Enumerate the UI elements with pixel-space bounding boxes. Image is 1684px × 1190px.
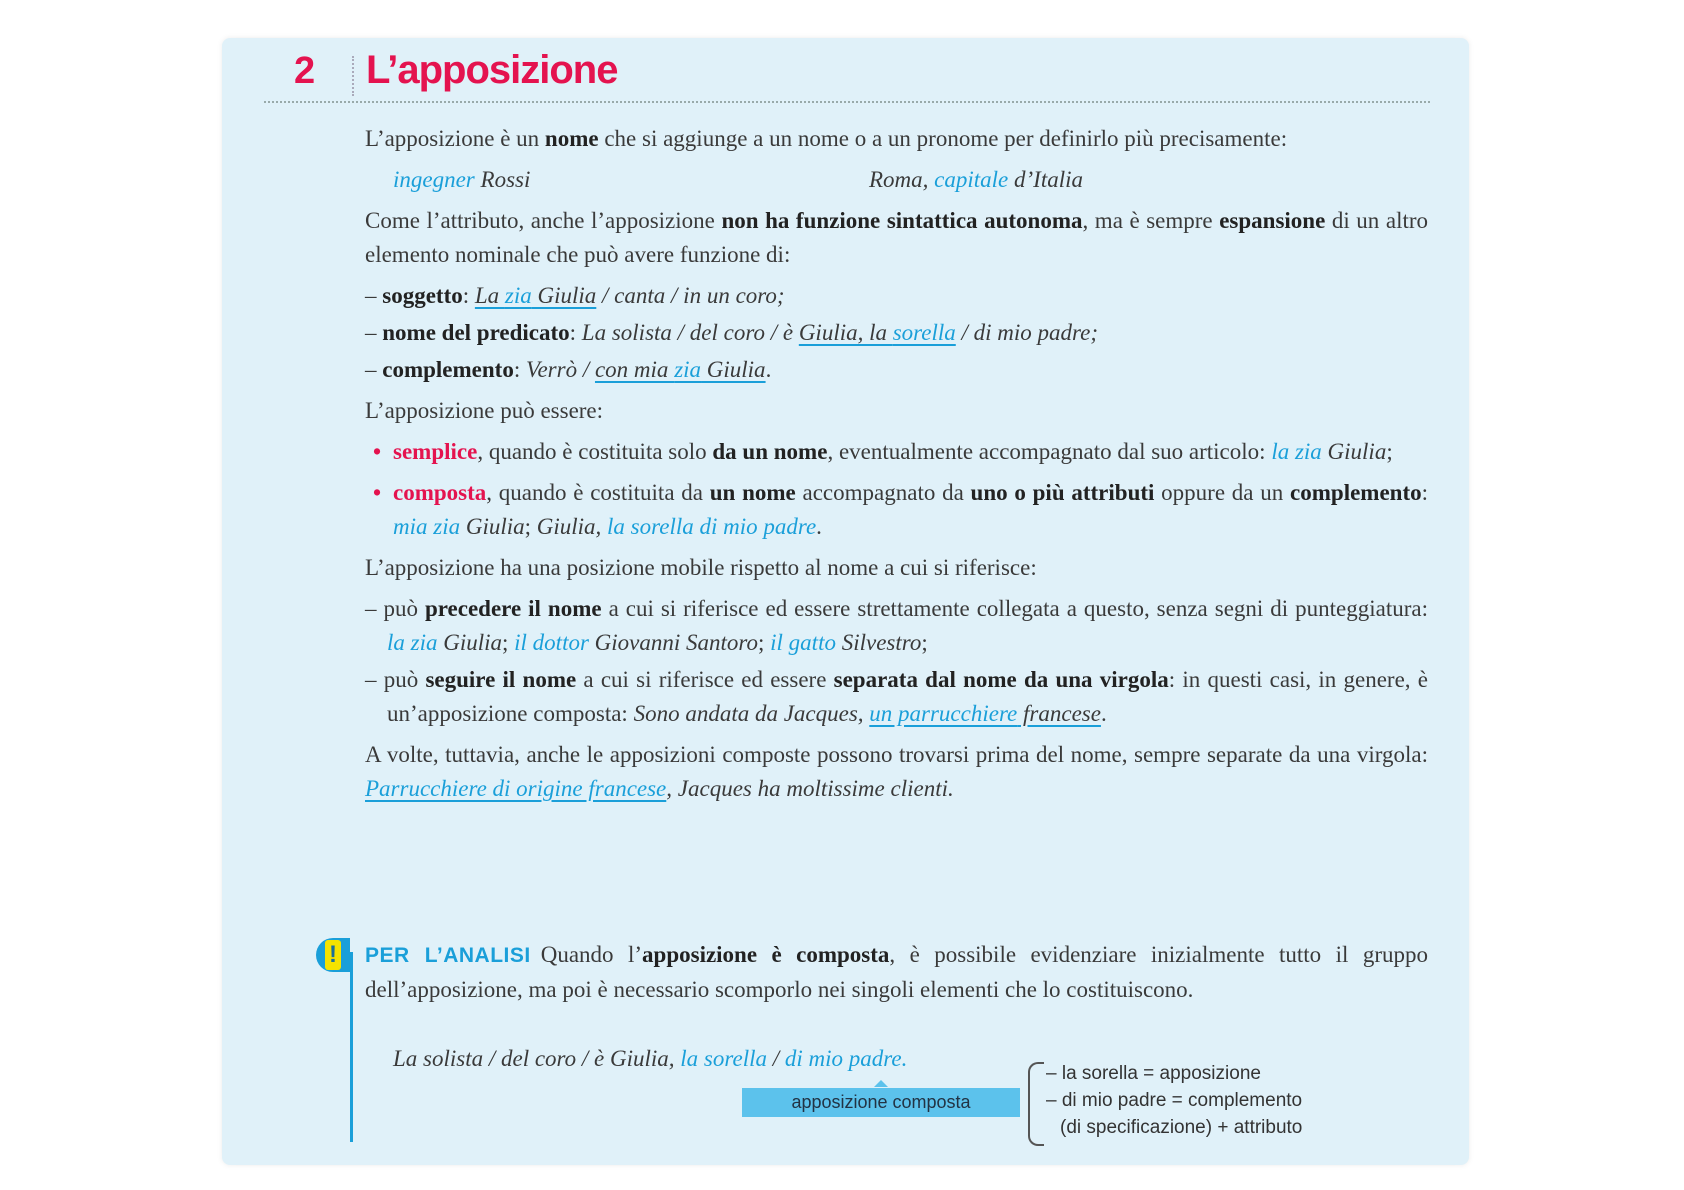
text-segment: Quando l’ (540, 942, 643, 967)
text-segment: Parrucchiere di origine francese (365, 776, 667, 801)
list-item (365, 663, 1428, 731)
text-segment: , ma è sempre (1082, 208, 1220, 233)
text-segment: separata dal nome da una virgola (833, 667, 1169, 692)
list-item (365, 316, 1428, 350)
text-segment: nome del predicato (382, 320, 570, 345)
analysis-breakdown (1046, 1060, 1302, 1141)
function-paragraph (365, 204, 1428, 272)
text-segment: Giulia (437, 630, 503, 655)
text-segment: , Jacques ha moltissime clienti. (666, 776, 954, 801)
text-segment: : in questi casi, in genere, è un’apposizione composta: (387, 667, 1428, 726)
text-segment: : (462, 283, 475, 308)
text-segment: – (365, 283, 383, 308)
analysis-rule (350, 952, 353, 1142)
text-segment: complemento (382, 357, 514, 382)
text-segment: – (365, 357, 383, 382)
text-segment: Rossi (474, 167, 531, 192)
breakdown-line: (di specificazione) + attributo (1060, 1117, 1303, 1138)
text-segment: Giulia, la (798, 320, 893, 345)
text-segment: Giulia (460, 514, 525, 539)
text-segment: ingegner (393, 167, 475, 192)
text-segment: . (816, 514, 822, 539)
section-number: 2 (294, 50, 316, 92)
text-segment: La solista / del coro / è Giulia, (393, 1046, 681, 1071)
text-segment: / (766, 1046, 785, 1071)
text-segment: , quando è costituita da (486, 480, 710, 505)
types-intro (365, 394, 1428, 428)
text-segment: / di mio padre; (955, 320, 1099, 345)
list-item (365, 592, 1428, 660)
text-segment: a cui si riferisce ed essere strettamente collegata a questo, senza segni di punteggiatura: (601, 596, 1428, 621)
text-segment: a cui si riferisce ed essere (576, 667, 834, 692)
list-item (365, 279, 1428, 313)
text-segment: / canta / in un coro; (596, 283, 785, 308)
text-segment: la zia (387, 630, 438, 655)
text-segment: sorella (892, 320, 956, 345)
text-segment: – può (365, 596, 425, 621)
closing-paragraph (365, 738, 1428, 806)
text-segment: . (765, 357, 772, 382)
text-segment: ; (502, 630, 515, 655)
text-segment: Giulia (701, 357, 766, 382)
text-segment: : (569, 320, 582, 345)
text-segment: – (365, 320, 383, 345)
text-segment: la sorella di mio padre (607, 514, 817, 539)
text-segment: L’apposizione ha una posizione mobile rispetto al nome a cui si riferisce: (365, 555, 1037, 580)
text-segment: La (474, 283, 505, 308)
section-title: L’apposizione (366, 48, 618, 92)
text-segment: francese (1017, 701, 1101, 726)
example (869, 163, 1083, 197)
text-segment: zia (504, 283, 532, 308)
text-segment: , quando è costituita solo (477, 439, 713, 464)
text-segment: Sono andata da Jacques, (633, 701, 870, 726)
text-segment: : (513, 357, 526, 382)
text-segment: il gatto (770, 630, 836, 655)
text-segment: , eventualmente accompagnato dal suo articolo: (827, 439, 1272, 464)
analysis-box (365, 938, 1428, 1007)
text-segment: la zia (1271, 439, 1322, 464)
text-segment: A volte, tuttavia, anche le apposizioni composte possono trovarsi prima del nome, sempre separate da una virgola: (365, 742, 1428, 767)
position-paragraph (365, 551, 1428, 585)
example (393, 163, 869, 197)
type-semplice (393, 439, 1393, 464)
text-segment: che si aggiunge a un nome o a un pronome per definirlo più precisamente: (598, 126, 1288, 151)
text-segment: con mia (594, 357, 675, 382)
text-segment: di mio padre. (784, 1046, 908, 1071)
text-segment: : (1421, 480, 1428, 505)
text-segment: zia (674, 357, 702, 382)
text-segment: Roma, (869, 167, 935, 192)
text-segment: ; (524, 514, 537, 539)
text-segment: semplice (393, 439, 478, 464)
examples-row (393, 163, 1428, 197)
list-item (365, 353, 1428, 387)
text-segment: L’apposizione può essere: (365, 398, 604, 423)
type-composta (393, 480, 1428, 539)
analysis-example (393, 1046, 907, 1072)
text-segment: – può (365, 667, 426, 692)
exclamation-icon: ! (316, 938, 350, 972)
section-body (365, 122, 1428, 813)
breakdown-line: – la sorella = apposizione (1046, 1063, 1261, 1084)
text-segment: espansione (1219, 208, 1326, 233)
list-item (365, 435, 1428, 469)
definition-paragraph (365, 122, 1428, 156)
text-segment: un parrucchiere (869, 701, 1018, 726)
text-segment: . (1100, 701, 1107, 726)
text-segment: Giulia (1321, 439, 1387, 464)
bullet-icon: • (373, 439, 382, 464)
text-segment: capitale (934, 167, 1009, 192)
text-segment: un nome (709, 480, 796, 505)
analysis-label: PER L’ANALISI (365, 944, 531, 967)
text-segment: complemento (1290, 480, 1422, 505)
text-segment: composta (393, 480, 487, 505)
text-segment: La solista / del coro / è (581, 320, 799, 345)
text-segment: L’apposizione è un (365, 126, 545, 151)
text-segment: ; (758, 630, 771, 655)
text-segment: mia zia (393, 514, 461, 539)
title-divider (352, 56, 354, 96)
text-segment: accompagnato da (795, 480, 971, 505)
apposizione-composta-tag: apposizione composta (742, 1088, 1020, 1117)
text-segment: d’Italia (1008, 167, 1084, 192)
text-segment: , è possibile evidenziare inizialmente tutto il gruppo dell’apposizione, ma poi è necessario scomporlo nei singoli elementi che lo costituiscono. (365, 942, 1428, 1002)
bullet-icon: • (373, 480, 382, 505)
text-segment: Giulia (531, 283, 597, 308)
text-segment: di un altro elemento nominale che può avere funzione di: (365, 208, 1429, 267)
text-segment: seguire il nome (425, 667, 577, 692)
text-segment: Come l’attributo, anche l’apposizione (365, 208, 722, 233)
breakdown-line: – di mio padre = complemento (1046, 1090, 1303, 1111)
text-segment: soggetto (382, 283, 463, 308)
text-segment: oppure da un (1154, 480, 1291, 505)
text-segment: Giovanni Santoro (588, 630, 759, 655)
text-segment: Silvestro (835, 630, 922, 655)
text-segment: precedere il nome (424, 596, 602, 621)
list-item (365, 476, 1428, 544)
text-segment: ; (921, 630, 928, 655)
text-segment: da un nome (712, 439, 828, 464)
text-segment: ; (1386, 439, 1393, 464)
brace-icon (1028, 1062, 1044, 1146)
text-segment: Giulia, (536, 514, 608, 539)
text-segment: nome (544, 126, 599, 151)
text-segment: non ha funzione sintattica autonoma (721, 208, 1083, 233)
text-segment: la sorella (680, 1046, 767, 1071)
text-segment: il dottor (514, 630, 589, 655)
text-segment: uno o più attributi (970, 480, 1155, 505)
title-underline (264, 101, 1430, 103)
text-segment: Verrò / (525, 357, 595, 382)
text-segment: apposizione è composta (642, 942, 890, 967)
